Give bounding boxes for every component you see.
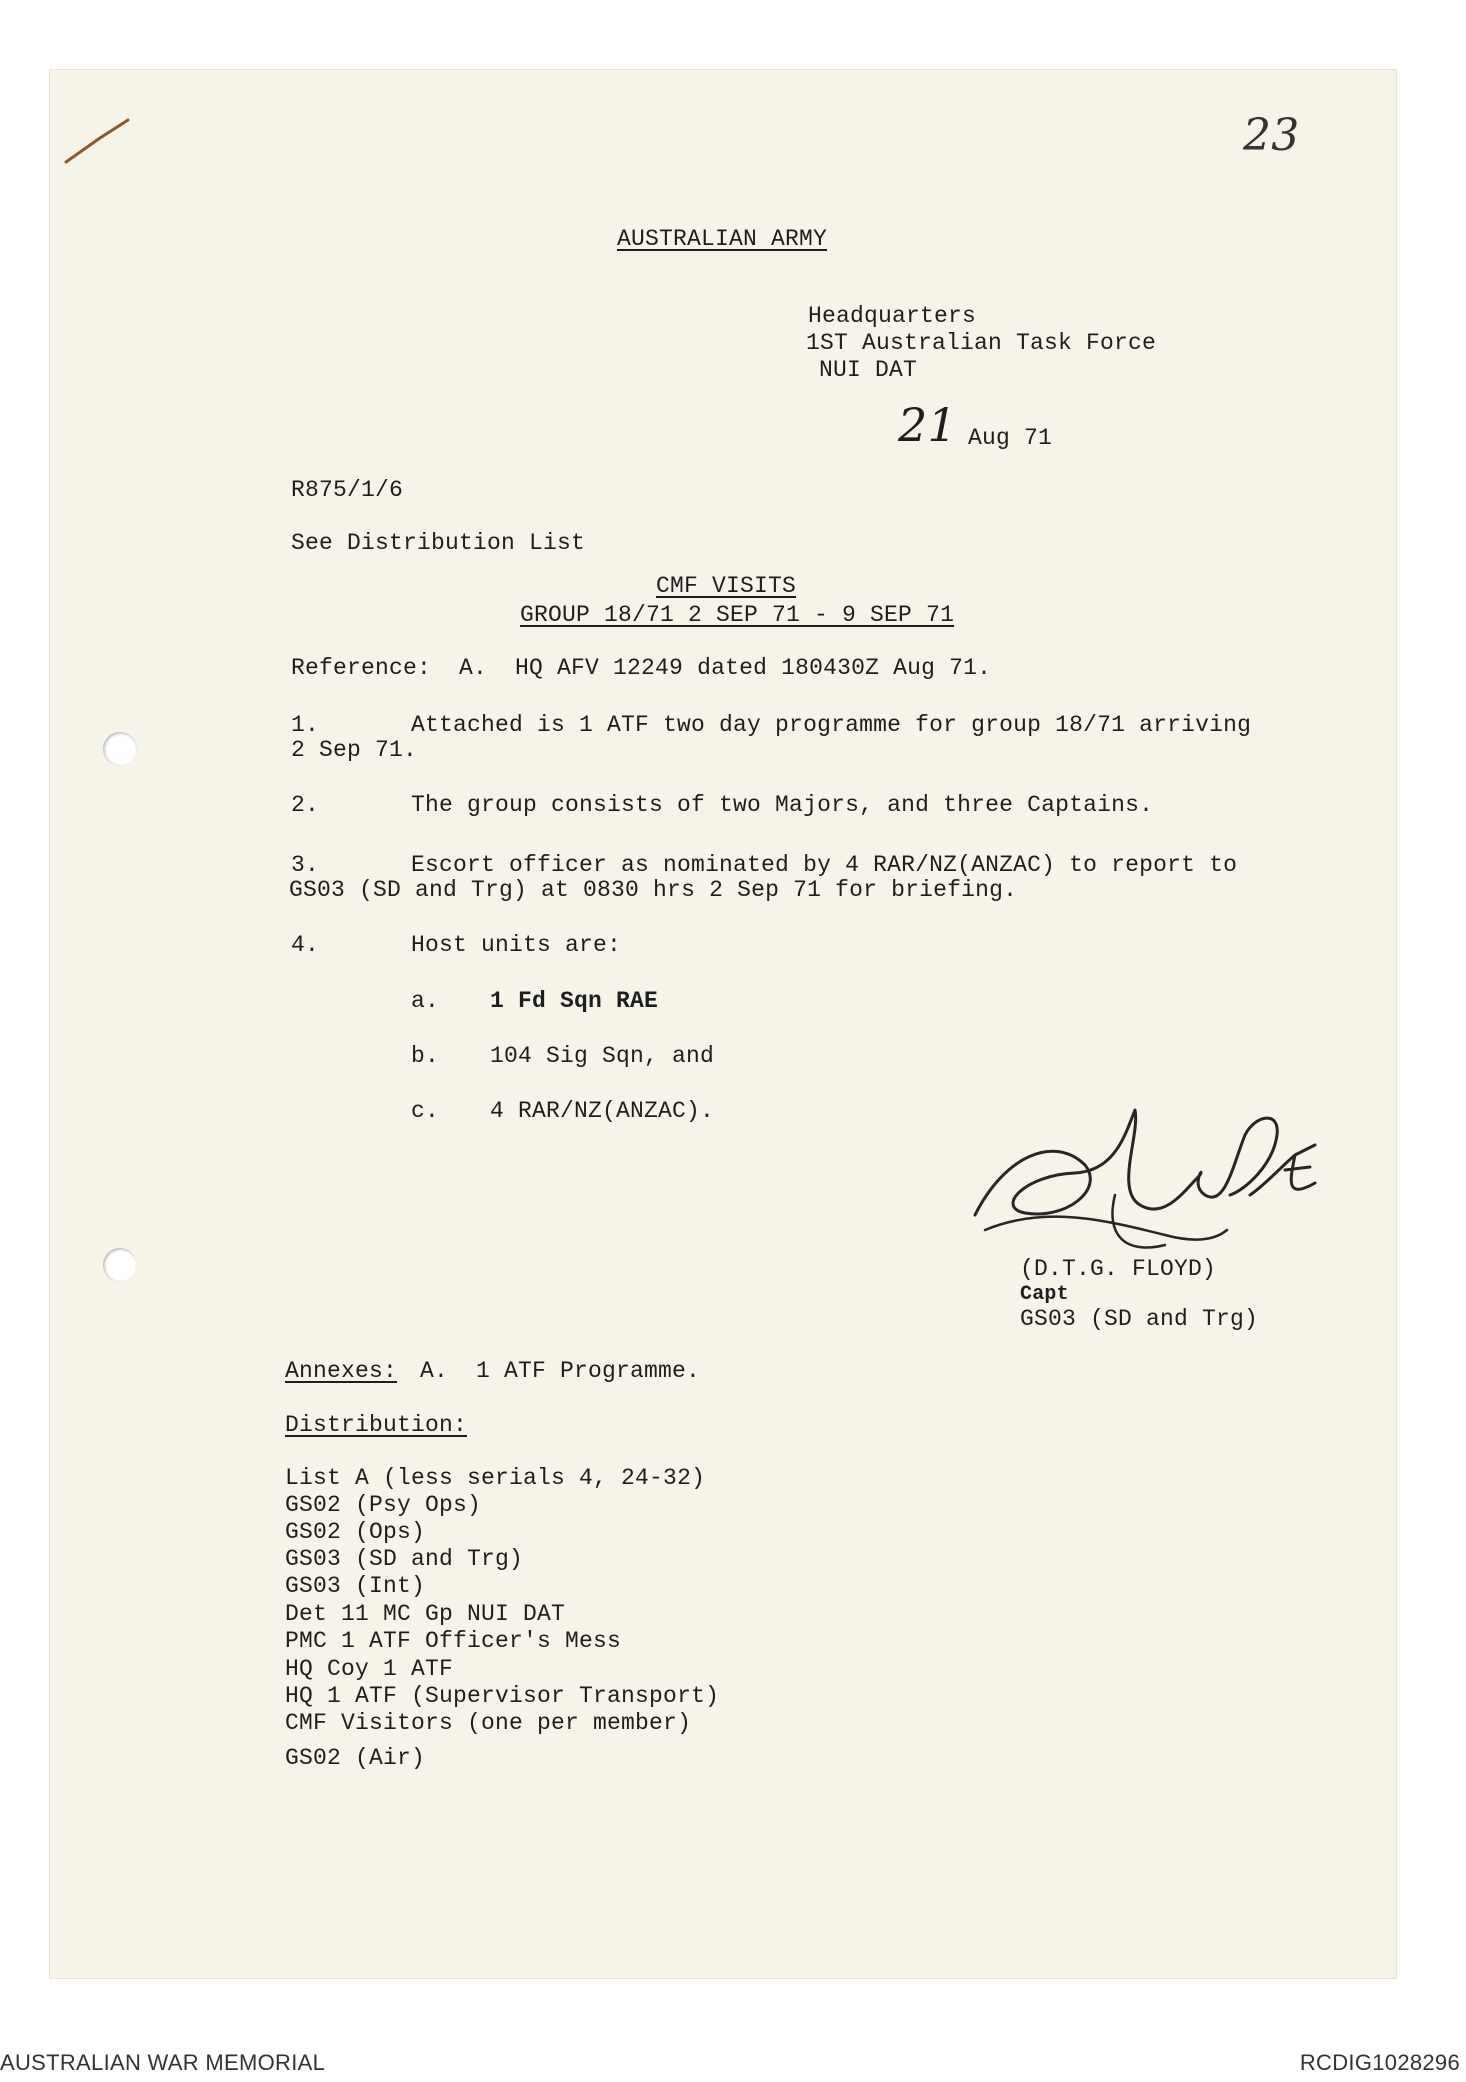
signatory-appointment: GS03 (SD and Trg) — [1020, 1306, 1259, 1332]
address-line-1: Headquarters — [808, 303, 977, 329]
document-id: RCDIG1028296 — [1299, 2050, 1460, 2075]
signatory-rank: Capt — [1020, 1283, 1069, 1306]
handwritten-signature — [965, 1095, 1335, 1265]
document-title: AUSTRALIAN ARMY — [617, 226, 828, 252]
host-unit-b-letter: b. — [411, 1043, 440, 1069]
host-unit-a: 1 Fd Sqn RAE — [490, 988, 659, 1014]
paragraph-2-number: 2. — [291, 792, 320, 818]
address-line-3: NUI DAT — [819, 357, 918, 383]
host-unit-c: 4 RAR/NZ(ANZAC). — [490, 1098, 715, 1124]
paragraph-1-number: 1. — [291, 712, 320, 738]
distribution-item: Det 11 MC Gp NUI DAT — [285, 1601, 566, 1627]
annexes-text: A. 1 ATF Programme. — [420, 1358, 701, 1384]
distribution-label: Distribution: — [285, 1412, 468, 1438]
distribution-item: GS02 (Psy Ops) — [285, 1492, 482, 1518]
distribution-item: GS03 (SD and Trg) — [285, 1546, 524, 1572]
paragraph-4-number: 4. — [291, 932, 320, 958]
pencil-mark — [60, 110, 140, 170]
annexes-label: Annexes: — [285, 1358, 398, 1384]
paragraph-1-line-2: 2 Sep 71. — [291, 737, 418, 763]
reference-line: Reference: A. HQ AFV 12249 dated 180430Z Aug 71. — [291, 655, 992, 681]
signatory-name: (D.T.G. FLOYD) — [1020, 1256, 1217, 1282]
paragraph-4-line-1: Host units are: — [411, 932, 622, 958]
paragraph-3-line-2: GS03 (SD and Trg) at 0830 hrs 2 Sep 71 for briefing. — [289, 877, 1018, 903]
paragraph-3-number: 3. — [291, 852, 320, 878]
distribution-item: GS03 (Int) — [285, 1573, 426, 1599]
distribution-item: GS02 (Ops) — [285, 1519, 426, 1545]
reference-file-number: R875/1/6 — [291, 477, 404, 503]
paragraph-3-line-1: Escort officer as nominated by 4 RAR/NZ(ANZAC) to report to — [411, 852, 1238, 878]
handwritten-date: 21 — [898, 398, 957, 452]
page-number: 23 — [1243, 110, 1300, 161]
host-unit-a-letter: a. — [411, 988, 440, 1014]
distribution-item: HQ 1 ATF (Supervisor Transport) — [285, 1683, 720, 1709]
address-line-2: 1ST Australian Task Force — [806, 330, 1157, 356]
addressee: See Distribution List — [291, 530, 586, 556]
host-unit-b: 104 Sig Sqn, and — [490, 1043, 715, 1069]
distribution-item: HQ Coy 1 ATF — [285, 1656, 454, 1682]
paragraph-1-line-1: Attached is 1 ATF two day programme for group 18/71 arriving — [411, 712, 1252, 738]
subject-line-2: GROUP 18/71 2 SEP 71 - 9 SEP 71 — [520, 602, 955, 628]
distribution-item: PMC 1 ATF Officer's Mess — [285, 1628, 622, 1654]
punch-hole-top — [103, 732, 137, 766]
distribution-item: GS02 (Air) — [285, 1745, 426, 1771]
archive-label: AUSTRALIAN WAR MEMORIAL — [0, 2050, 326, 2075]
host-unit-c-letter: c. — [411, 1098, 440, 1124]
distribution-item: List A (less serials 4, 24-32) — [285, 1465, 706, 1491]
punch-hole-bottom — [103, 1248, 137, 1282]
document-page — [50, 70, 1396, 1978]
paragraph-2-line-1: The group consists of two Majors, and three Captains. — [411, 792, 1154, 818]
distribution-item: CMF Visitors (one per member) — [285, 1710, 692, 1736]
typed-date: Aug 71 — [968, 425, 1053, 451]
subject-line-1: CMF VISITS — [656, 573, 797, 599]
